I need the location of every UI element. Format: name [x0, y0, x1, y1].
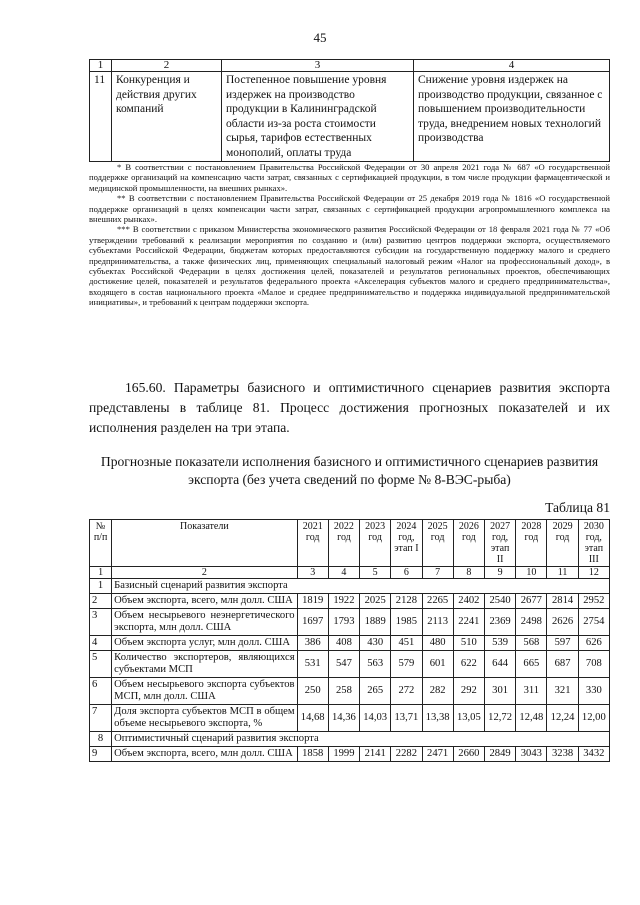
value-cell: 292: [453, 678, 484, 705]
row-number: 11: [90, 72, 112, 162]
risk-factor: Конкуренция и действия других компаний: [112, 72, 222, 162]
value-cell: 2498: [516, 609, 547, 636]
column-index: 11: [547, 567, 578, 579]
value-cell: 321: [547, 678, 578, 705]
value-cell: 1889: [360, 609, 391, 636]
row-number: 1: [90, 579, 112, 594]
value-cell: 2265: [422, 594, 453, 609]
value-cell: 665: [516, 651, 547, 678]
value-cell: 597: [547, 636, 578, 651]
table-row: [90, 678, 610, 705]
value-cell: 282: [422, 678, 453, 705]
value-cell: 1985: [391, 609, 422, 636]
value-cell: 12,00: [578, 705, 609, 732]
value-cell: 2677: [516, 594, 547, 609]
value-cell: 644: [484, 651, 515, 678]
indicator-label: Объем экспорта услуг, млн долл. США: [112, 636, 297, 651]
footnote: * В соответствии с постановлением Правительства Российской Федерации от 30 апреля 2021 года № 687 «О государственной поддержке организаций на компенсацию части затрат, связанных с сертификацией продукции, в том числе продукции фармацевтической и медицинской промышленности, на внешних рынках».: [89, 162, 610, 193]
column-index: 1: [90, 567, 112, 579]
value-cell: 510: [453, 636, 484, 651]
value-cell: 2814: [547, 594, 578, 609]
header-year: 2028 год: [516, 520, 547, 567]
value-cell: 430: [360, 636, 391, 651]
column-index: 10: [516, 567, 547, 579]
value-cell: 2141: [360, 747, 391, 762]
indicator-label: Объем экспорта, всего, млн долл. США: [112, 747, 297, 762]
indicator-label: Объем экспорта, всего, млн долл. США: [112, 594, 297, 609]
value-cell: 258: [328, 678, 359, 705]
value-cell: 250: [297, 678, 328, 705]
value-cell: 2660: [453, 747, 484, 762]
header-year: 2029 год: [547, 520, 578, 567]
column-index: 8: [453, 567, 484, 579]
value-cell: 601: [422, 651, 453, 678]
value-cell: 14,03: [360, 705, 391, 732]
value-cell: 568: [516, 636, 547, 651]
value-cell: 2241: [453, 609, 484, 636]
column-index: 7: [422, 567, 453, 579]
value-cell: 2282: [391, 747, 422, 762]
value-cell: 13,38: [422, 705, 453, 732]
column-index: 5: [360, 567, 391, 579]
value-cell: 687: [547, 651, 578, 678]
body-paragraph: [89, 378, 610, 438]
page-number: 45: [313, 30, 327, 45]
value-cell: 408: [328, 636, 359, 651]
table-row: [90, 651, 610, 678]
header-cell: 2: [112, 60, 222, 72]
risk-table: [89, 59, 610, 162]
header-num: № п/п: [90, 520, 112, 567]
footnote: ** В соответствии с постановлением Правительства Российской Федерации от 25 декабря 2019 года № 1816 «О государственной поддержке организаций в целях компенсации части затрат, связанных с сертификацией продукции агропромышленного комплекса на внешних рынках».: [89, 193, 610, 225]
indicator-label: Количество экспортеров, являющихся субъектами МСП: [112, 651, 297, 678]
value-cell: 2128: [391, 594, 422, 609]
header-year: 2024 год, этап I: [391, 520, 422, 567]
row-number: 8: [90, 732, 112, 747]
section-row: [90, 579, 610, 594]
value-cell: 14,36: [328, 705, 359, 732]
header-indicator: Показатели: [112, 520, 297, 567]
value-cell: 13,71: [391, 705, 422, 732]
header-year: 2026 год: [453, 520, 484, 567]
forecast-table: [89, 519, 610, 762]
row-number: 5: [90, 651, 112, 678]
column-index: 6: [391, 567, 422, 579]
header-year: 2021 год: [297, 520, 328, 567]
table-row: [90, 609, 610, 636]
row-number: 9: [90, 747, 112, 762]
column-index: 3: [297, 567, 328, 579]
section-row: [90, 732, 610, 747]
value-cell: 1858: [297, 747, 328, 762]
column-index: 9: [484, 567, 515, 579]
value-cell: 480: [422, 636, 453, 651]
header-year: 2025 год: [422, 520, 453, 567]
value-cell: 2113: [422, 609, 453, 636]
header-cell: 1: [90, 60, 112, 72]
value-cell: 1922: [328, 594, 359, 609]
value-cell: 2952: [578, 594, 609, 609]
value-cell: 2540: [484, 594, 515, 609]
section-label: Оптимистичный сценарий развития экспорта: [112, 732, 610, 747]
value-cell: 708: [578, 651, 609, 678]
value-cell: 272: [391, 678, 422, 705]
column-index-row: [90, 567, 610, 579]
value-cell: 2369: [484, 609, 515, 636]
table-header-row: [90, 520, 610, 567]
value-cell: 386: [297, 636, 328, 651]
header-year: 2022 год: [328, 520, 359, 567]
value-cell: 622: [453, 651, 484, 678]
value-cell: 531: [297, 651, 328, 678]
header-cell: 4: [414, 60, 610, 72]
value-cell: 3432: [578, 747, 609, 762]
value-cell: 311: [516, 678, 547, 705]
value-cell: 13,05: [453, 705, 484, 732]
value-cell: 2402: [453, 594, 484, 609]
value-cell: 3238: [547, 747, 578, 762]
value-cell: 12,48: [516, 705, 547, 732]
value-cell: 451: [391, 636, 422, 651]
risk-measures: Снижение уровня издержек на производство продукции, связанное с повышением производительности труда, внедрением новых технологий производства: [414, 72, 610, 162]
value-cell: 2849: [484, 747, 515, 762]
table-row: [90, 636, 610, 651]
column-index: 2: [112, 567, 297, 579]
indicator-label: Объем несырьевого неэнергетического экспорта, млн долл. США: [112, 609, 297, 636]
value-cell: 1819: [297, 594, 328, 609]
header-cell: 3: [222, 60, 414, 72]
value-cell: 1999: [328, 747, 359, 762]
value-cell: 14,68: [297, 705, 328, 732]
table-row: [90, 705, 610, 732]
value-cell: 1697: [297, 609, 328, 636]
row-number: 4: [90, 636, 112, 651]
table-caption: Таблица 81: [545, 500, 610, 515]
value-cell: 539: [484, 636, 515, 651]
value-cell: 330: [578, 678, 609, 705]
value-cell: 265: [360, 678, 391, 705]
value-cell: 301: [484, 678, 515, 705]
value-cell: 12,72: [484, 705, 515, 732]
paragraph-text: 165.60. Параметры базисного и оптимистичного сценариев развития экспорта представлены в таблице 81. Процесс достижения прогнозных показателей и их исполнения разделен на три этапа.: [89, 380, 610, 435]
value-cell: 563: [360, 651, 391, 678]
column-index: 4: [328, 567, 359, 579]
value-cell: 626: [578, 636, 609, 651]
value-cell: 579: [391, 651, 422, 678]
indicator-label: Доля экспорта субъектов МСП в общем объеме несырьевого экспорта, %: [112, 705, 297, 732]
value-cell: 547: [328, 651, 359, 678]
value-cell: 2754: [578, 609, 609, 636]
table-title: Прогнозные показатели исполнения базисного и оптимистичного сценариев развития экспорта (без учета сведений по форме № 8-ВЭС-рыба): [100, 454, 599, 487]
value-cell: 2626: [547, 609, 578, 636]
table-row: [90, 594, 610, 609]
value-cell: 1793: [328, 609, 359, 636]
header-year: 2030 год, этап III: [578, 520, 609, 567]
value-cell: 12,24: [547, 705, 578, 732]
header-year: 2023 год: [360, 520, 391, 567]
header-year: 2027 год, этап II: [484, 520, 515, 567]
risk-table-header: [90, 60, 610, 72]
risk-description: Постепенное повышение уровня издержек на производство продукции в Калининградской области из-за роста стоимости сырья, тарифов естественных монополий, оплаты труда: [222, 72, 414, 162]
footnote: *** В соответствии с приказом Министерства экономического развития Российской Федерации от 18 февраля 2021 года № 77 «Об утверждении требований к реализации мероприятия по созданию и (или) развитию центров поддержки экспорта, осуществляемого субъектами Российской Федерации, бюджетам которых предоставляются субсидии на государственную поддержку малого и среднего предпринимательства, а также физических лиц, применяющих специальный налоговый режим «Налог на профессиональный доход», в субъектах Российской Федерации в целях достижения целей, показателей и результатов региональных проектов, обеспечивающих достижение целей, показателей и результатов федерального проекта «Акселерация субъектов малого и среднего предпринимательства», входящего в состав национального проекта «Малое и среднее предпринимательство и поддержка индивидуальной предпринимательской инициативы», и требований к центрам поддержки экспорта.: [89, 224, 610, 308]
value-cell: 3043: [516, 747, 547, 762]
table-row: [90, 72, 610, 162]
row-number: 7: [90, 705, 112, 732]
section-label: Базисный сценарий развития экспорта: [112, 579, 610, 594]
value-cell: 2025: [360, 594, 391, 609]
indicator-label: Объем несырьевого экспорта субъектов МСП, млн долл. США: [112, 678, 297, 705]
row-number: 6: [90, 678, 112, 705]
footnotes: [89, 162, 610, 308]
table-row: [90, 747, 610, 762]
row-number: 3: [90, 609, 112, 636]
row-number: 2: [90, 594, 112, 609]
column-index: 12: [578, 567, 609, 579]
value-cell: 2471: [422, 747, 453, 762]
